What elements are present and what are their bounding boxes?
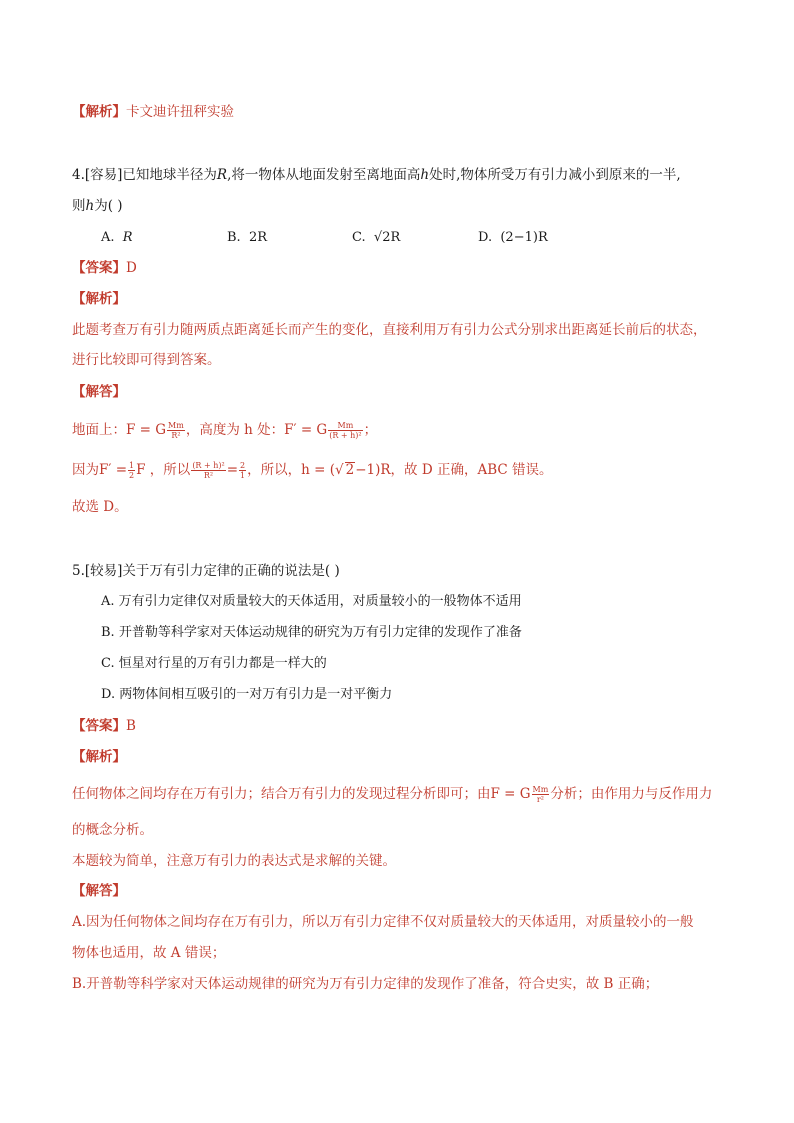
- q5-analysis-a: 任何物体之间均存在万有引力；结合万有引力的发现过程分析即可；由F = G: [72, 786, 531, 802]
- q4-sol2-d: ，所以，h = (: [247, 462, 335, 478]
- q5-analysis-text3: 本题较为简单，注意万有引力的表达式是求解的关键。: [72, 853, 396, 869]
- q5-answer-label: 【答案】: [72, 718, 126, 734]
- q4-option-a-value: R: [122, 230, 133, 245]
- q5-solution-heading: [72, 881, 126, 901]
- sqrt-symbol: √: [335, 462, 344, 478]
- frac-den: 1: [240, 471, 246, 480]
- q4-solution-line2: [72, 460, 552, 480]
- q4-option-c-label: C.: [352, 230, 366, 245]
- q4-option-c: [352, 228, 400, 248]
- q4-sol1-c: ；: [363, 422, 378, 438]
- q4-conclusion: [72, 497, 128, 517]
- q5-sol-b-text1: B.开普勒等科学家对天体运动规律的研究为万有引力定律的发现作了准备，符合史实，故 B 正确；: [72, 976, 659, 992]
- q4-stem-line1: [72, 165, 681, 185]
- q4-conclusion-text: 故选 D。: [72, 499, 128, 515]
- q5-analysis-line2: [72, 820, 153, 840]
- q4-stem-line2-suffix: 为( ): [94, 198, 123, 214]
- q3-analysis-line: [72, 102, 234, 122]
- q5-answer-line: [72, 716, 136, 736]
- frac-num: Mm: [532, 785, 549, 794]
- frac-den: (R + h)²: [329, 431, 362, 440]
- q4-option-d: [478, 228, 548, 248]
- q5-analysis-text2: 的概念分析。: [72, 822, 153, 838]
- q5-sol-a-text1: A.因为任何物体之间均存在万有引力，所以万有引力定律不仅对质量较大的天体适用，对质量较小的一般: [72, 914, 694, 930]
- q4-option-a-label: A.: [101, 230, 115, 245]
- q4-answer-line: [72, 258, 137, 278]
- q4-analysis-text1: 此题考查万有引力随两质点距离延长而产生的变化，直接利用万有引力公式分别求出距离延长前后的状态，: [72, 322, 707, 338]
- q4-sol2-sqrt: 2: [345, 462, 355, 478]
- q4-stem-r: R: [216, 167, 228, 183]
- q4-sol2-c: =: [226, 462, 239, 478]
- q4-answer-value: D: [126, 260, 137, 276]
- frac-den: 2: [129, 471, 135, 480]
- q4-solution-line1: [72, 420, 377, 440]
- frac-num: 2: [240, 461, 246, 470]
- q5-option-d-text: D. 两物体间相互吸引的一对万有引力是一对平衡力: [101, 687, 393, 702]
- q4-option-d-value: (2−1)R: [500, 230, 548, 245]
- q5-analysis-line1: [72, 784, 712, 804]
- q5-analysis-b: 分析；由作用力与反作用力: [550, 786, 713, 802]
- q3-analysis-text: 卡文迪许扭秤实验: [126, 104, 234, 120]
- q4-solution-label: 【解答】: [72, 384, 126, 400]
- frac-num: 1: [129, 461, 135, 470]
- q4-sol2-frac2: [191, 461, 225, 480]
- q5-analysis-line3: [72, 851, 396, 871]
- q5-stem-text: 5.[较易]关于万有引力定律的正确的说法是( ): [72, 563, 340, 579]
- q4-sol1-b: ，高度为 h 处：F′ = G: [185, 422, 328, 438]
- q5-option-a-text: A. 万有引力定律仅对质量较大的天体适用，对质量较小的一般物体不适用: [101, 594, 522, 609]
- q5-option-d: [101, 685, 392, 705]
- q4-analysis-text2: 进行比较即可得到答案。: [72, 352, 221, 368]
- q5-solution-b-line1: [72, 974, 658, 994]
- q5-stem: [72, 561, 340, 581]
- q4-analysis-label: 【解析】: [72, 291, 126, 307]
- frac-num: (R + h)²: [192, 461, 225, 470]
- q4-sol1-a: 地面上：F = G: [72, 422, 167, 438]
- q4-option-b: [227, 228, 267, 248]
- q5-solution-a-line2: [72, 943, 225, 963]
- q4-stem-line2: [72, 196, 123, 216]
- frac-den: R²: [171, 431, 181, 440]
- q4-solution-heading: [72, 382, 126, 402]
- q5-analysis-label: 【解析】: [72, 749, 126, 765]
- q5-solution-label: 【解答】: [72, 883, 126, 899]
- sqrt-symbol: √: [373, 230, 383, 245]
- q4-stem-h: h: [420, 167, 430, 183]
- frac-den: r²: [536, 795, 544, 804]
- q5-solution-a-line1: [72, 912, 694, 932]
- q4-option-a: [101, 228, 133, 248]
- q4-stem-suffix: 处时,物体所受万有引力减小到原来的一半,: [429, 167, 681, 183]
- frac-num: Mm: [328, 421, 362, 431]
- q5-sol-a-text2: 物体也适用，故 A 错误；: [72, 945, 226, 961]
- q4-option-b-value: 2R: [248, 230, 268, 245]
- q4-analysis-line2: [72, 350, 221, 370]
- q4-sol1-frac1: [167, 421, 185, 440]
- q4-answer-label: 【答案】: [72, 260, 126, 276]
- q5-analysis-frac: [532, 785, 550, 804]
- q5-answer-value: B: [126, 718, 136, 734]
- q4-stem-mid: ,将一物体从地面发射至离地面高: [227, 167, 421, 183]
- q5-option-b: [101, 623, 522, 643]
- q5-option-c-text: C. 恒星对行星的万有引力都是一样大的: [101, 656, 327, 671]
- q4-option-d-label: D.: [478, 230, 493, 245]
- q4-stem-prefix: 4.[容易]已知地球半径为: [72, 167, 217, 183]
- q5-option-a: [101, 592, 522, 612]
- q4-sol2-a: 因为F′ =: [72, 462, 128, 478]
- q3-analysis-label: 【解析】: [72, 104, 126, 120]
- q4-stem-line2-h: h: [85, 198, 95, 214]
- q4-stem-line2-prefix: 则: [72, 198, 86, 214]
- q5-analysis-heading: [72, 747, 126, 767]
- q4-sol2-frac1: [128, 461, 135, 480]
- frac-den: R²: [203, 471, 214, 480]
- q5-option-c: [101, 654, 327, 674]
- q4-sol2-b: F ，所以: [136, 462, 191, 478]
- q4-sol2-frac3: [239, 461, 246, 480]
- q5-option-b-text: B. 开普勒等科学家对天体运动规律的研究为万有引力定律的发现作了准备: [101, 625, 522, 640]
- q4-sol1-frac2: [328, 421, 362, 440]
- q4-sol2-e: −1)R，故 D 正确，ABC 错误。: [355, 462, 553, 478]
- q4-option-b-label: B.: [227, 230, 241, 245]
- q4-analysis-line1: [72, 320, 707, 340]
- frac-num: Mm: [168, 421, 184, 430]
- q4-analysis-heading: [72, 289, 126, 309]
- q4-option-c-value: 2R: [382, 230, 401, 245]
